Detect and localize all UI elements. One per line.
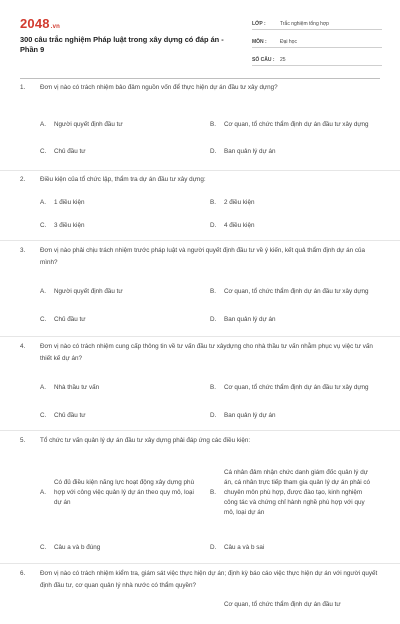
option-group: [20, 372, 380, 429]
question-item: [0, 564, 400, 624]
option-c[interactable]: [40, 403, 210, 429]
option-a[interactable]: [40, 112, 210, 138]
option-letter: C.: [40, 316, 47, 323]
option-a[interactable]: [40, 453, 210, 533]
option-text: Cơ quan, tổ chức thẩm định dự án đầu tư xây dựng: [224, 287, 369, 295]
option-text: Cơ quan, tổ chức thẩm định dự án đầu tư xây dựng: [224, 383, 369, 391]
question-list: [0, 82, 400, 624]
option-text: Ban quản lý dự án: [224, 316, 276, 323]
option-letter: A.: [40, 287, 46, 295]
option-letter: A.: [40, 199, 46, 206]
meta-row-subject: [252, 32, 382, 48]
option-letter: C.: [40, 148, 47, 155]
option-text: Chủ đầu tư: [54, 316, 86, 323]
option-b[interactable]: [210, 112, 380, 138]
option-text: Nhà thầu tư vấn: [54, 383, 100, 391]
option-letter: B.: [210, 489, 216, 496]
meta-panel: [252, 14, 382, 68]
question-text: Tổ chức tư vấn quản lý dự án đầu tư xây dựng phải đáp ứng các điều kiện:: [40, 437, 251, 444]
question-text: Đơn vị nào có trách nhiệm cung cấp thông tin về tư vấn đầu tư xâydựng cho nhà thầu tư vấn nhằm phục vụ việc tư vấn thiết kế dự án?: [40, 343, 373, 362]
option-b[interactable]: [210, 372, 380, 403]
header: [0, 0, 400, 80]
option-text: Câu a và b đúng: [54, 544, 101, 551]
meta-row-class: [252, 14, 382, 30]
option-text: Cá nhân đảm nhận chức danh giám đốc quản lý dự án, cá nhân trực tiếp tham gia quản lý dự án phải có chuyên môn phù hợp, được đào tạo, kinh nghiệm công tác và chứng chỉ hành nghề phù hợp với quy mô, loại dự án: [224, 469, 371, 516]
question-number: 1.: [20, 84, 26, 91]
option-a[interactable]: [40, 372, 210, 403]
option-d[interactable]: [210, 214, 380, 238]
option-text: 4 điều kiện: [224, 222, 255, 229]
document-title: 300 câu trắc nghiệm Pháp luật trong xây dựng có đáp án - Phần 9: [20, 35, 224, 54]
question-number: 4.: [20, 343, 26, 350]
option-a[interactable]: [40, 600, 210, 622]
option-group: [20, 276, 380, 333]
meta-value: Đại học: [280, 39, 297, 45]
option-d[interactable]: [210, 403, 380, 429]
option-b[interactable]: [210, 453, 380, 533]
meta-value: Trắc nghiệm tổng hợp: [280, 21, 329, 27]
question-number: 5.: [20, 437, 26, 444]
option-text: Chủ đầu tư: [54, 148, 86, 155]
option-letter: D.: [210, 222, 217, 229]
option-c[interactable]: [40, 214, 210, 238]
option-letter: A.: [40, 121, 46, 128]
option-c[interactable]: [40, 307, 210, 333]
option-d[interactable]: [210, 138, 380, 166]
option-letter: C.: [40, 222, 47, 229]
option-letter: D.: [210, 148, 217, 155]
option-text: Ban quản lý dự án: [224, 412, 276, 419]
option-b[interactable]: [210, 600, 380, 622]
option-text: Câu a và b sai: [224, 544, 265, 551]
question-text: Đơn vị nào có trách nhiệm bảo đảm nguồn vốn để thực hiện dự án đầu tư xây dựng?: [40, 84, 278, 91]
option-text: Chủ đầu tư: [54, 412, 86, 419]
option-text: 1 điều kiện: [54, 199, 85, 206]
option-text: Ban quản lý dự án: [224, 148, 276, 155]
option-a[interactable]: [40, 276, 210, 307]
option-text: Cơ quan, tổ chức thẩm định dự án đầu tư xây dựng: [224, 121, 369, 128]
option-letter: D.: [210, 412, 217, 419]
meta-label: LỚP :: [252, 21, 266, 27]
option-text: Người quyết định đầu tư: [54, 121, 123, 128]
option-c[interactable]: [40, 533, 210, 563]
option-text: Cơ quan, tổ chức thẩm định dự án đầu tư: [224, 601, 341, 608]
logo-tld: .vn: [50, 24, 61, 30]
option-letter: B.: [210, 287, 216, 295]
option-text: 2 điều kiện: [224, 199, 255, 206]
question-number: 3.: [20, 247, 26, 254]
option-letter: A.: [40, 489, 46, 496]
option-group: [20, 453, 380, 563]
option-c[interactable]: [40, 138, 210, 166]
option-letter: D.: [210, 316, 217, 323]
option-b[interactable]: [210, 276, 380, 307]
question-item: [0, 241, 400, 337]
option-letter: C.: [40, 544, 47, 551]
question-text: Đơn vị nào phải chịu trách nhiệm trước pháp luật và người quyết định đầu tư về ý kiến, kết quả thẩm định dự án của mình?: [40, 247, 366, 266]
option-group: [20, 192, 380, 238]
option-letter: C.: [40, 412, 47, 419]
option-a[interactable]: [40, 192, 210, 214]
option-letter: B.: [210, 121, 216, 128]
option-text: 3 điều kiện: [54, 222, 85, 229]
meta-row-count: [252, 50, 382, 66]
option-group: [20, 112, 380, 166]
option-d[interactable]: [210, 307, 380, 333]
logo-main: 2048: [20, 16, 50, 31]
question-item: [0, 171, 400, 241]
option-letter: B.: [210, 383, 216, 391]
question-text: Đơn vị nào có trách nhiệm kiểm tra, giám sát việc thực hiện dự án; định kỳ báo cáo việc thực hiện dự án với người quyết định đầu tư, cơ quan quản lý nhà nước có thẩm quyền?: [40, 570, 378, 589]
meta-label: MÔN :: [252, 39, 267, 45]
question-item: [0, 431, 400, 564]
question-number: 2.: [20, 176, 26, 183]
option-letter: B.: [210, 199, 216, 206]
option-d[interactable]: [210, 533, 380, 563]
option-b[interactable]: [210, 192, 380, 214]
meta-label: SỐ CÂU :: [252, 57, 275, 63]
question-number: 6.: [20, 570, 26, 577]
option-letter: A.: [40, 383, 46, 391]
meta-value: 25: [280, 57, 286, 63]
option-letter: D.: [210, 544, 217, 551]
question-item: [0, 337, 400, 431]
header-divider: [20, 78, 380, 79]
site-logo[interactable]: [20, 16, 60, 31]
option-text: Người quyết định đầu tư: [54, 287, 123, 295]
question-item: [0, 82, 400, 171]
option-group: [20, 600, 380, 622]
option-text: Có đủ điều kiện năng lực hoạt động xây dựng phù hợp với công việc quản lý dự án theo quy mô, loại dự án: [54, 479, 195, 506]
question-text: Điều kiện của tổ chức lập, thẩm tra dự án đầu tư xây dựng:: [40, 176, 206, 183]
